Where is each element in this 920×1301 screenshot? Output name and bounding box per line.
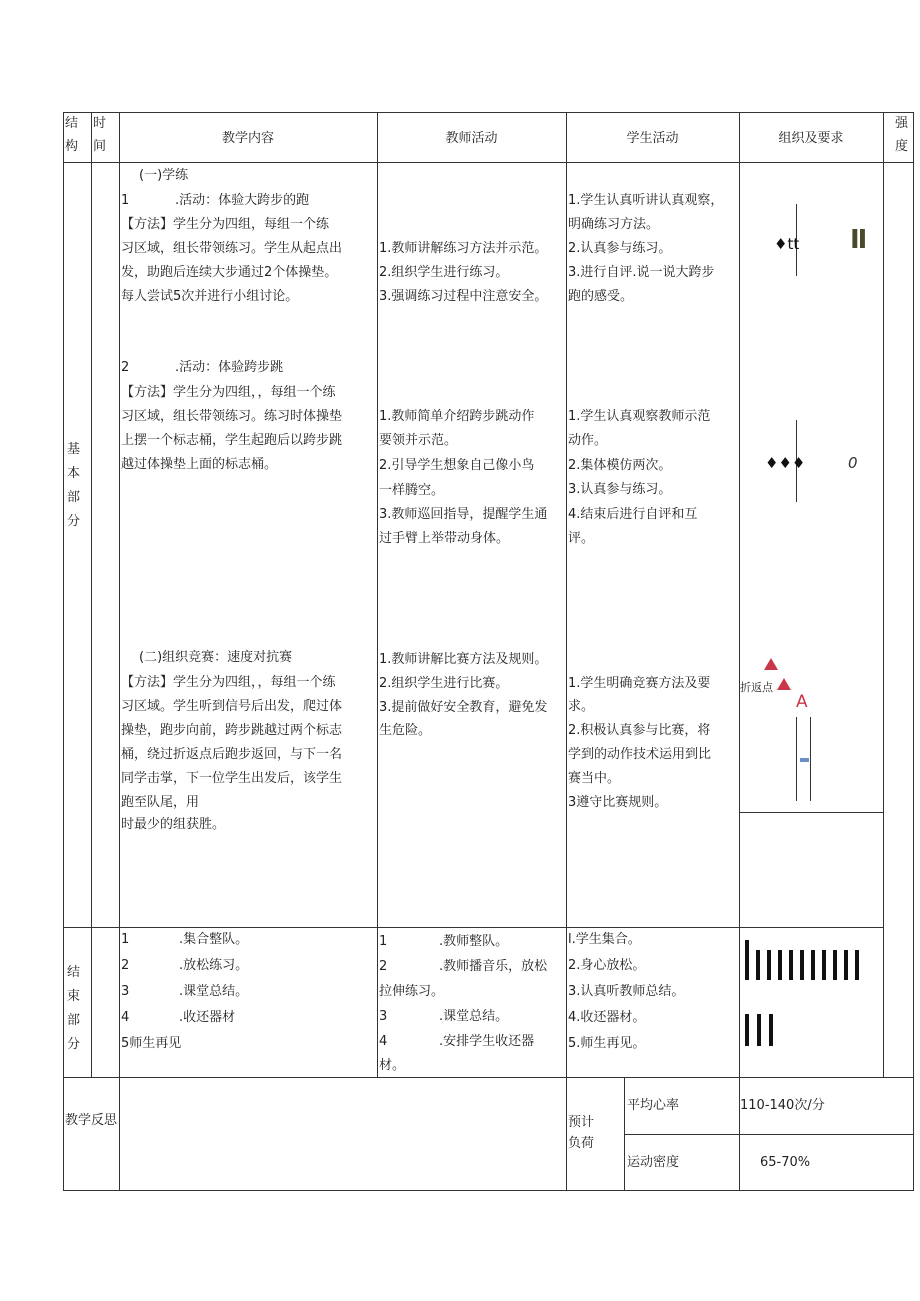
s3-student-item: 1.学生明确竞赛方法及要 — [568, 676, 711, 691]
section-label-basic: 基本部分 — [67, 442, 81, 529]
s1-student-item: 1.学生认真听讲认真观察， — [568, 193, 724, 208]
end-teacher-num: 2 — [379, 959, 388, 974]
density-value: 65-70% — [760, 1155, 811, 1170]
end-teacher-num: 3 — [379, 1009, 388, 1024]
col-intensity-left — [883, 112, 884, 1077]
load-row-divider — [625, 1134, 914, 1135]
s1-diagram-mark: II — [850, 225, 866, 255]
s2-teacher-item: 1.教师简单介绍跨步跳动作 — [379, 409, 535, 424]
s2-teacher-item: 3.教师巡回指导，提醒学生通 — [379, 507, 548, 522]
col-student-left — [566, 112, 567, 1191]
heart-rate-value: 110-140次/分 — [740, 1098, 825, 1113]
s1-method-line: 每人尝试5次并进行小组讨论。 — [121, 289, 299, 304]
student-marker-icon — [811, 950, 815, 980]
student-marker-icon — [855, 950, 859, 980]
header-teacher: 教师活动 — [445, 131, 498, 146]
s2-teacher-item: 要领并示范。 — [379, 433, 458, 448]
s3-student-item: 2.积极认真参与比赛，将 — [568, 723, 711, 738]
s3-heading: (二)组织竞赛：速度对抗赛 — [139, 650, 293, 665]
end-teacher-num: 4 — [379, 1034, 388, 1049]
student-marker-icon — [745, 940, 749, 980]
s1-student-item: 明确练习方法。 — [568, 217, 660, 232]
s2-method-line: 越过体操垫上面的标志桶。 — [121, 457, 278, 472]
end-teacher-wrap: 材。 — [379, 1058, 406, 1073]
end-teacher-item: .安排学生收还器 — [439, 1034, 535, 1049]
turn-point-marker-icon — [777, 678, 791, 690]
s1-item-title: .活动：体验大跨步的跑 — [175, 193, 310, 208]
s1-teacher-item: 1.教师讲解练习方法并示范。 — [379, 241, 548, 256]
col-time-left — [91, 112, 92, 1077]
ending-footer-divider — [63, 1077, 914, 1078]
s2-item-num: 2 — [121, 360, 130, 375]
s3-method-line: 时最少的组获胜。 — [121, 817, 226, 832]
header-org: 组织及要求 — [778, 131, 844, 146]
header-content: 教学内容 — [221, 131, 274, 146]
col-org-left — [739, 112, 740, 1077]
s2-diagram-markers: ♦♦♦ — [765, 454, 806, 472]
s2-student-item: 4.结束后进行自评和互 — [568, 507, 698, 522]
s2-student-item: 3.认真参与练习。 — [568, 482, 672, 497]
end-student-item: l.学生集合。 — [568, 932, 641, 947]
s3-student-item: 学到的动作技术运用到比 — [568, 747, 712, 762]
s3-method-line: 操垫，跑步向前，跨步跳越过两个标志 — [121, 723, 343, 738]
s1-student-item: 跑的感受。 — [568, 289, 634, 304]
student-marker-icon — [767, 950, 771, 980]
s3-method-line: 跑至队尾，用 — [121, 795, 200, 810]
density-label: 运动密度 — [627, 1155, 680, 1170]
s1-student-item: 2.认真参与练习。 — [568, 241, 672, 256]
header-divider — [63, 162, 914, 163]
student-marker-icon — [789, 950, 793, 980]
mat-marker-icon — [800, 758, 809, 762]
s3-method-line: 桶，绕过折返点后跑步返回，与下一名 — [121, 747, 343, 762]
s3-teacher-item: 3.提前做好安全教育，避免发 — [379, 700, 548, 715]
end-student-item: 2.身心放松。 — [568, 958, 646, 973]
s1-student-item: 3.进行自评.说一说大跨步 — [568, 265, 715, 280]
student-marker-icon — [745, 1014, 749, 1046]
s2-student-item: 1.学生认真观察教师示范 — [568, 409, 711, 424]
end-content-num: 3 — [121, 984, 130, 999]
end-teacher-wrap: 拉伸练习。 — [379, 984, 445, 999]
s2-student-item: 评。 — [568, 531, 595, 546]
end-teacher-num: 1 — [379, 934, 388, 949]
table-border-bottom — [63, 1190, 914, 1191]
end-content-item: .放松练习。 — [179, 958, 249, 973]
end-content-item: .收还器材 — [179, 1010, 236, 1025]
s3-lane-line-right — [810, 717, 811, 801]
end-content-item: .课堂总结。 — [179, 984, 249, 999]
s3-teacher-item: 2.组织学生进行比赛。 — [379, 676, 509, 691]
end-teacher-item: .课堂总结。 — [439, 1009, 509, 1024]
s3-teacher-item: 1.教师讲解比赛方法及规则。 — [379, 652, 548, 667]
s3-lane-line-left — [796, 717, 797, 801]
s2-teacher-item: 一样腾空。 — [379, 483, 445, 498]
header-student: 学生活动 — [626, 131, 679, 146]
s1-item-num: 1 — [121, 193, 130, 208]
end-content-item: .集合整队。 — [179, 932, 249, 947]
student-marker-icon — [778, 950, 782, 980]
s3-method-line: 习区域。学生听到信号后出发，爬过体 — [121, 699, 343, 714]
s2-item-title: .活动：体验跨步跳 — [175, 360, 284, 375]
s2-teacher-item: 2.引导学生想象自己像小鸟 — [379, 458, 535, 473]
student-marker-icon — [757, 1014, 761, 1046]
load-label: 预计负荷 — [568, 1115, 595, 1151]
header-time: 时间 — [93, 116, 107, 154]
org-inner-divider — [740, 812, 883, 813]
student-marker-icon — [822, 950, 826, 980]
s3-teacher-item: 生危险。 — [379, 723, 432, 738]
end-teacher-item: .教师整队。 — [439, 934, 509, 949]
section-label-ending: 结束部分 — [67, 965, 81, 1052]
end-content-num: 2 — [121, 958, 130, 973]
turn-point-label: 折返点 — [740, 681, 773, 694]
end-student-item: 4.收还器材。 — [568, 1010, 646, 1025]
s2-student-item: 动作。 — [568, 433, 608, 448]
student-marker-icon — [800, 950, 804, 980]
s1-teacher-item: 2.组织学生进行练习。 — [379, 265, 509, 280]
table-border-top — [63, 112, 914, 113]
end-teacher-item: .教师播音乐，放松 — [439, 959, 548, 974]
s2-student-item: 2.集体模仿两次。 — [568, 458, 672, 473]
reflection-label: 教学反思 — [64, 1113, 117, 1128]
table-border-right — [913, 112, 914, 1191]
end-student-item: 5.师生再见。 — [568, 1036, 646, 1051]
end-content-num: 1 — [121, 932, 130, 947]
heart-rate-label: 平均心率 — [627, 1098, 680, 1113]
student-marker-icon — [769, 1014, 773, 1046]
cone-marker-icon — [764, 658, 778, 670]
s2-method-line: 【方法】学生分为四组，，每组一个练 — [121, 385, 336, 400]
s3-method-line: 【方法】学生分为四组，，每组一个练 — [121, 675, 336, 690]
s1-heading: (一)学练 — [139, 168, 189, 183]
col-teacher-left — [377, 112, 378, 1077]
s1-method-line: 【方法】学生分为四组，每组一个练 — [121, 217, 330, 232]
student-marker-icon — [844, 950, 848, 980]
student-marker-icon — [833, 950, 837, 980]
s3-student-item: 赛当中。 — [568, 771, 621, 786]
header-intensity: 强度 — [895, 116, 909, 154]
end-student-item: 3.认真听教师总结。 — [568, 984, 685, 999]
s1-teacher-item: 3.强调练习过程中注意安全。 — [379, 289, 548, 304]
s1-method-line: 发，助跑后连续大步通过2个体操垫。 — [121, 265, 338, 280]
s1-diagram-markers: ♦tt — [774, 235, 800, 253]
header-structure: 结构 — [65, 116, 79, 154]
start-mark: A — [796, 692, 808, 712]
s3-method-line: 同学击掌，下一位学生出发后，该学生 — [121, 771, 343, 786]
s2-method-line: 上摆一个标志桶，学生起跑后以跨步跳 — [121, 433, 343, 448]
end-content-num: 4 — [121, 1010, 130, 1025]
s2-diagram-mark: 0 — [848, 454, 858, 472]
lesson-plan-table — [63, 112, 914, 1191]
s3-student-item: 3遵守比赛规则。 — [568, 795, 668, 810]
s3-student-item: 求。 — [568, 699, 595, 714]
end-content-last: 5师生再见 — [121, 1036, 182, 1051]
table-border-left — [63, 112, 64, 1191]
s1-method-line: 习区域，组长带领练习。学生从起点出 — [121, 241, 343, 256]
col-load-divider — [624, 1077, 625, 1190]
s2-method-line: 习区域，组长带领练习。练习时体操垫 — [121, 409, 343, 424]
student-marker-icon — [756, 950, 760, 980]
col-content-left — [119, 112, 120, 1191]
s2-teacher-item: 过手臂上举带动身体。 — [379, 531, 510, 546]
